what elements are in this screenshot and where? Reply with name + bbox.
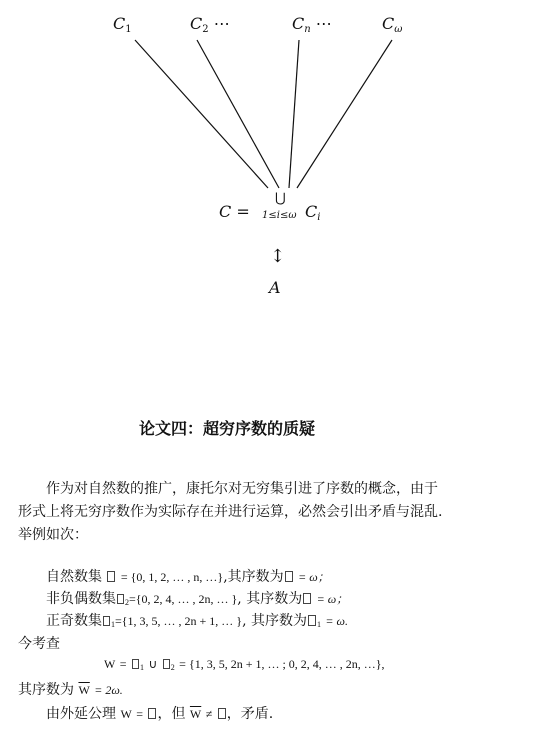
node-c1	[113, 14, 132, 35]
union-range: 1≤i≤ω	[262, 210, 297, 221]
conclusion-set-symbol	[148, 708, 156, 719]
union-symbol: ⋃	[275, 191, 286, 206]
natural-set: = {0, 1, 2, … , n, …}	[120, 570, 224, 584]
natural-order-label: ,其序数为	[223, 569, 284, 585]
natural-label: 自然数集	[46, 569, 102, 585]
odd-order-symbol	[308, 615, 316, 626]
even-set-sub: 2	[125, 598, 129, 607]
union-lhs: C =	[219, 202, 250, 221]
intro-line-2: 形式上将无穷序数作为实际存在并进行运算，必然会引出矛盾与混乱.	[18, 504, 443, 520]
even-set: ={0, 2, 4, … , 2n, … }	[129, 592, 238, 606]
conclusion-end: ，矛盾.	[226, 706, 274, 722]
conclusion-mid: ，但	[157, 706, 186, 722]
even-order: = ω；	[316, 592, 349, 606]
union-term-sub: i	[317, 212, 321, 223]
node-c2-sub: 2	[202, 24, 209, 35]
even-order-label: , 其序数为	[237, 591, 303, 607]
even-order-symbol	[303, 593, 311, 604]
union-order: = 2ω.	[94, 683, 123, 697]
even-label: 非负偶数集	[46, 591, 116, 607]
node-cw-sub: ω	[394, 24, 403, 35]
conclusion-order-symbol	[218, 708, 226, 719]
node-c2-base: C	[190, 14, 203, 33]
example-odd	[46, 610, 348, 630]
conclusion-prefix: 由外延公理	[46, 706, 116, 722]
union-w: W	[104, 657, 116, 671]
line-cw	[297, 40, 392, 188]
diagram-lines	[0, 0, 535, 300]
odd-set: ={1, 3, 5, … , 2n + 1, … }	[115, 614, 243, 628]
odd-order: = ω.	[325, 614, 348, 628]
odd-order-sub: 1	[316, 620, 321, 629]
intro-line-3: 举例如次：	[18, 527, 88, 543]
node-c1-sub: 1	[125, 24, 132, 35]
union-equals: =	[119, 657, 127, 671]
conclusion-w-bar: $\overline{W}$	[189, 707, 202, 721]
union-order-label: 其序数为	[18, 682, 74, 698]
odd-set-sub: 1	[111, 620, 115, 629]
union-even-sub: 2	[170, 663, 175, 672]
conclusion-equals: =	[136, 707, 144, 721]
line-c1	[135, 40, 268, 188]
conclusion-neq: ≠	[205, 707, 213, 721]
double-arrow-icon: ↕	[270, 246, 286, 267]
natural-order-symbol	[285, 571, 293, 582]
odd-set-symbol	[103, 616, 110, 626]
union-order-w: $\overline{W}$	[78, 683, 90, 697]
union-even-symbol	[163, 659, 170, 669]
union-term-base: C	[305, 202, 318, 221]
union-order-line	[18, 679, 123, 699]
union-term	[305, 202, 320, 223]
node-cn	[292, 14, 332, 35]
node-c1-base: C	[113, 14, 126, 33]
union-cup-icon: ∪	[148, 657, 158, 671]
odd-label: 正奇数集	[46, 613, 102, 629]
intro-line-1: 作为对自然数的推广，康托尔对无穷集引进了序数的概念，由于	[46, 481, 438, 497]
node-cw-base: C	[382, 14, 395, 33]
node-cn-sub: n	[304, 24, 311, 35]
node-cn-ellipsis: ⋯	[315, 14, 332, 33]
union-expr: = {1, 3, 5, 2n + 1, … ; 0, 2, 4, … , 2n, …},	[179, 657, 385, 671]
natural-order: = ω；	[298, 570, 330, 584]
node-c2	[190, 14, 230, 35]
example-natural	[46, 566, 330, 586]
union-line	[104, 656, 385, 672]
even-set-symbol	[117, 594, 124, 604]
conclusion-w: W	[120, 707, 132, 721]
union-odd-symbol	[132, 659, 139, 669]
line-c2	[197, 40, 279, 188]
natural-set-symbol	[107, 571, 115, 582]
conclusion-line	[46, 703, 273, 723]
node-cn-base: C	[292, 14, 305, 33]
line-cn	[289, 40, 299, 188]
union-odd-sub: 1	[140, 663, 145, 672]
consider-line: 今考查	[18, 636, 60, 652]
odd-order-label: , 其序数为	[242, 613, 307, 629]
node-a: A	[269, 278, 281, 297]
node-c2-ellipsis: ⋯	[213, 14, 230, 33]
section-title: 论文四：超穷序数的质疑	[139, 419, 316, 438]
node-cw	[382, 14, 402, 35]
example-even	[46, 588, 348, 608]
